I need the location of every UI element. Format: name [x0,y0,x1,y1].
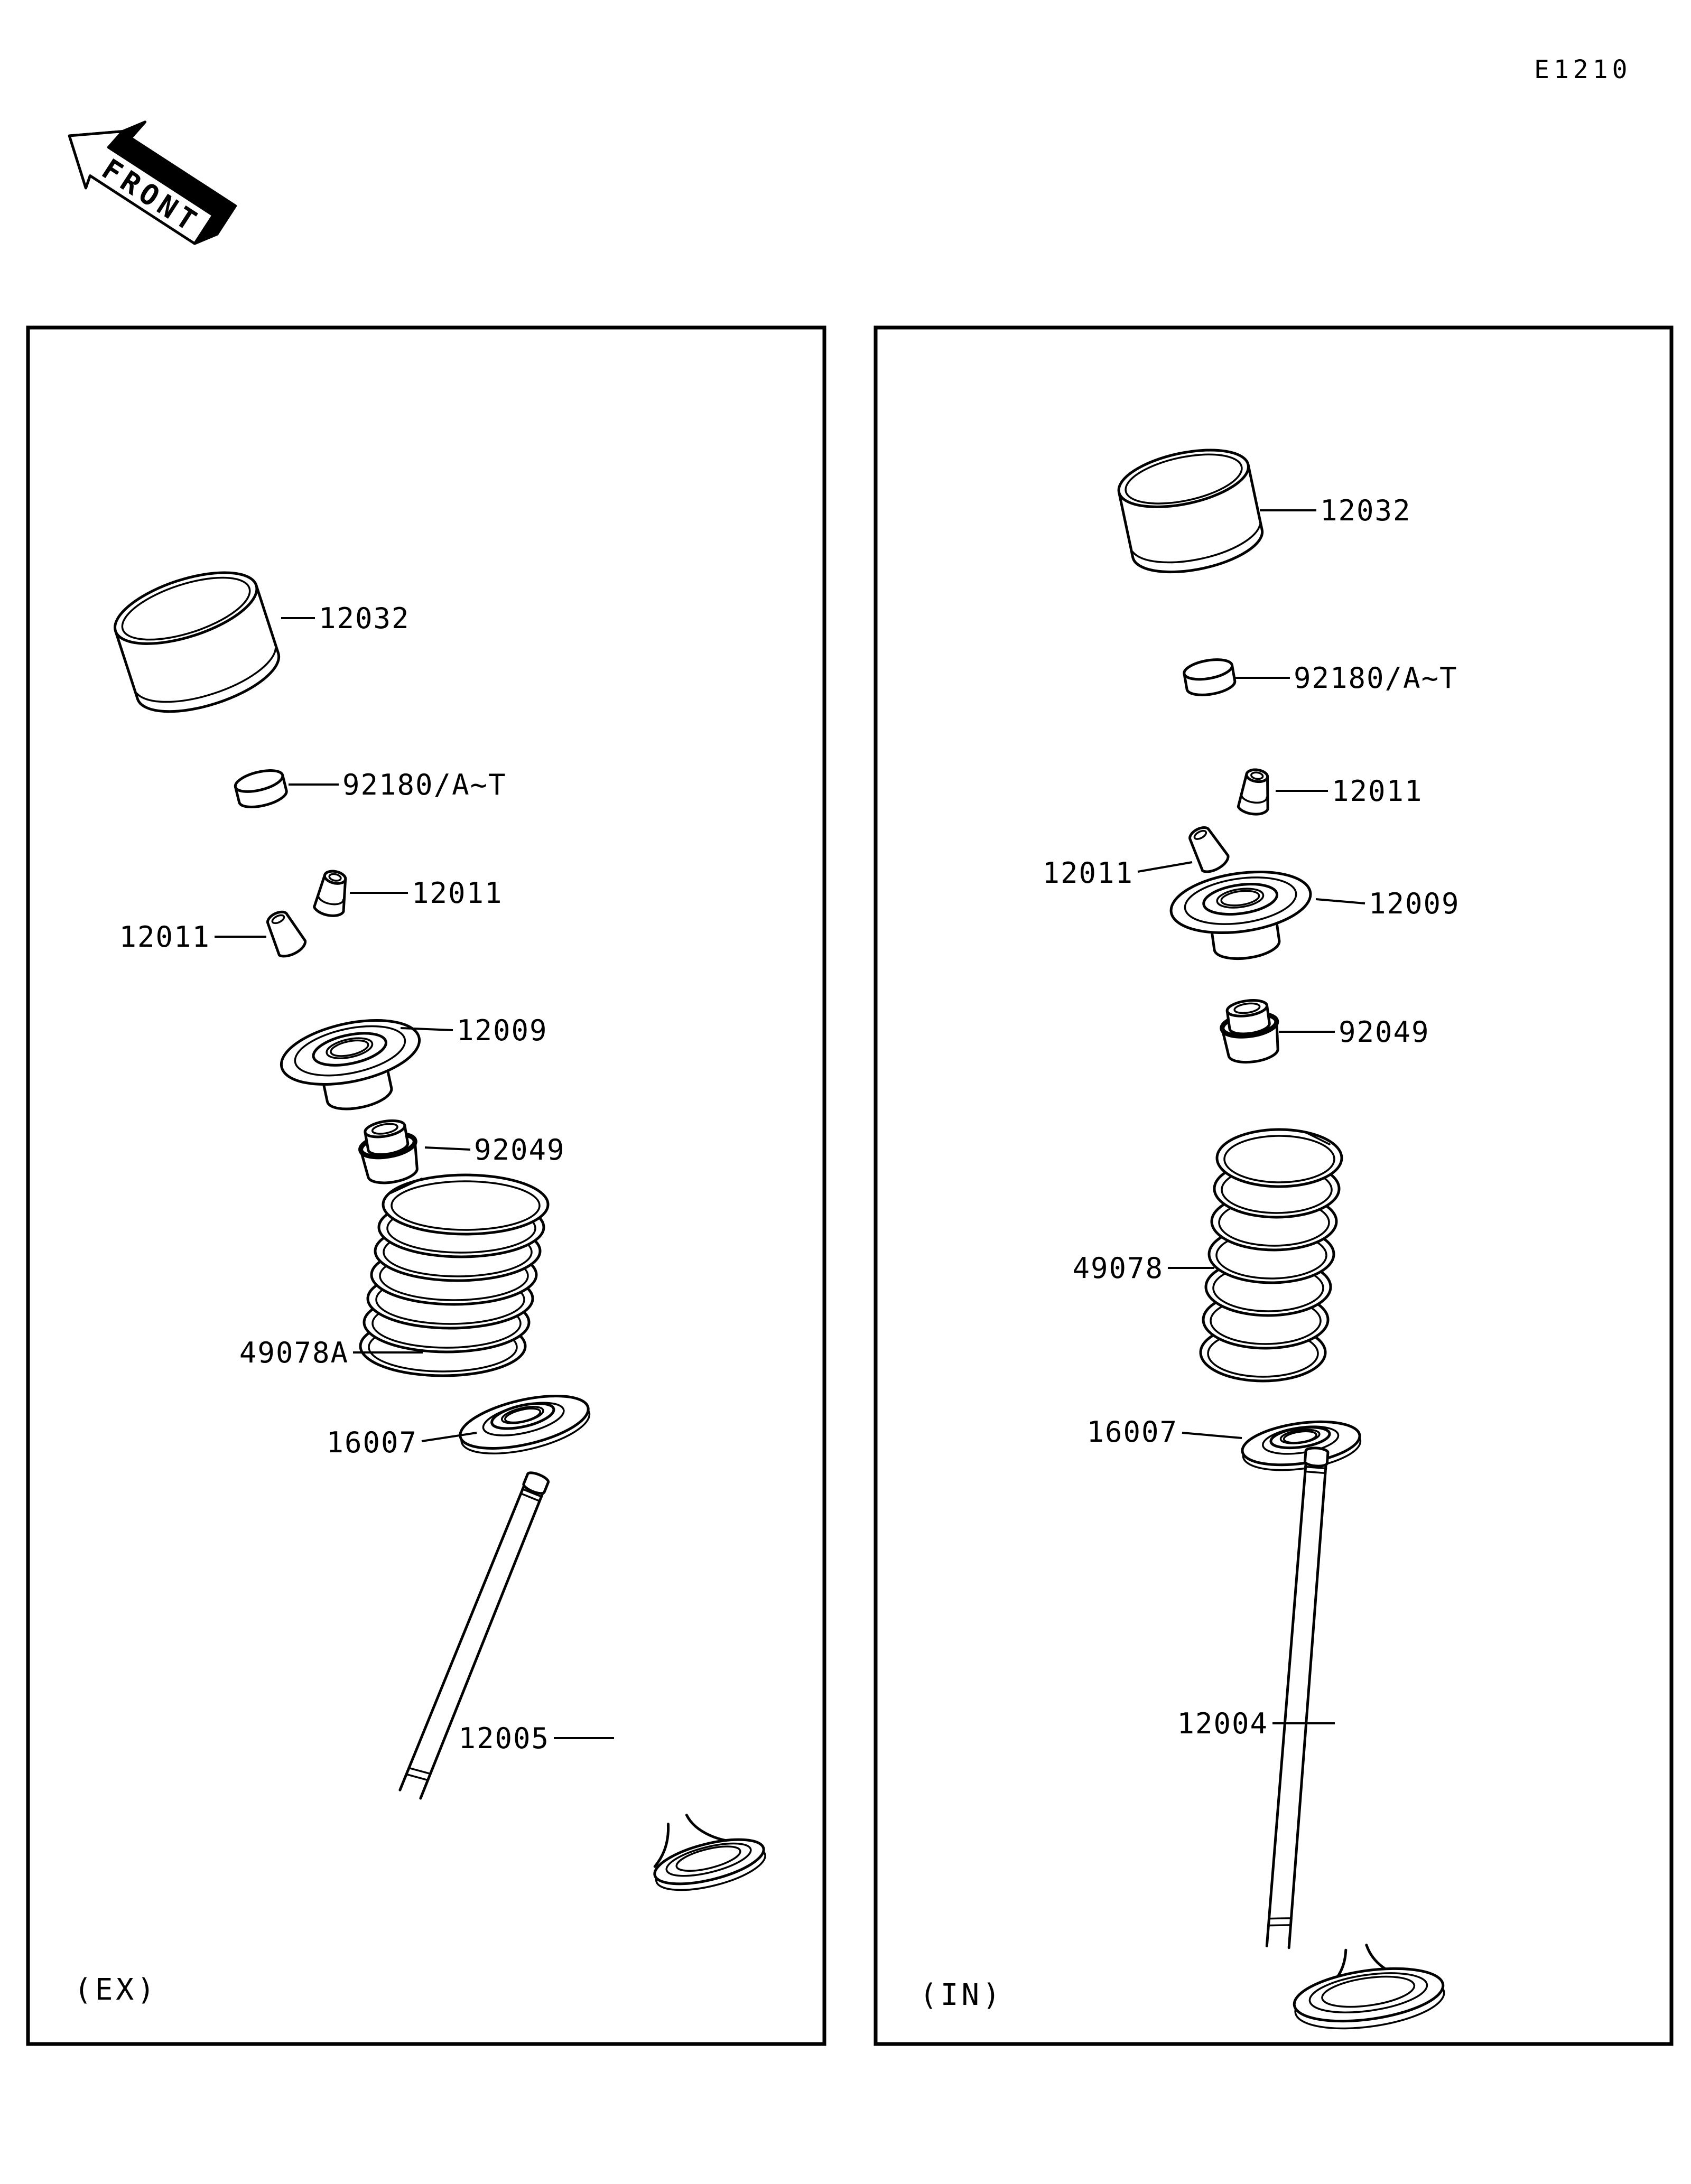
valve-stem-seal-drawing-in [1219,997,1281,1065]
valve-stem-seal-drawing-ex [357,1117,422,1187]
part-label-retainer-in: 12009 [1369,887,1460,920]
part-label-valve-in: 12004 [1177,1707,1268,1740]
front-arrow-icon [50,91,247,262]
spring-retainer-drawing-in [1167,864,1318,967]
valve-cotter-left-drawing-in [1184,823,1231,875]
shim-drawing-in [1183,657,1237,698]
part-label-valve-ex: 12005 [458,1722,550,1755]
part-label-spring-in: 49078 [1072,1252,1164,1285]
leader-line [1316,899,1365,903]
part-label-retainer-ex: 12009 [457,1014,548,1047]
valve-cotter-right-drawing-ex [313,869,351,918]
part-label-tappet-ex: 12032 [319,602,410,635]
spring-retainer-drawing-ex [275,1010,431,1122]
front-arrow-label: FRONT [96,152,207,240]
page-code: E1210 [1534,55,1632,85]
valve-cotter-right-drawing-in [1238,768,1273,816]
part-label-seat-ex: 16007 [326,1426,417,1459]
part-label-tappet-in: 12032 [1320,494,1411,527]
part-label-shim-ex: 92180/A~T [342,768,507,801]
panel-ex [28,328,824,2044]
tappet-drawing-ex [107,558,287,726]
valve-spring-drawing-in [1201,1130,1342,1381]
leader-line [1182,1433,1242,1438]
exhaust-valve-drawing [400,1471,769,1899]
part-label-seal-in: 92049 [1339,1015,1430,1049]
part-label-cotter-right-in: 12011 [1332,774,1423,808]
valve-spring-drawing-ex [360,1175,548,1376]
tappet-drawing-in [1114,440,1268,582]
part-label-seat-in: 16007 [1086,1415,1178,1449]
panel-ex-caption: (EX) [74,1973,158,2007]
part-label-cotter-left-in: 12011 [1042,856,1133,890]
leader-line [425,1147,470,1150]
part-label-shim-in: 92180/A~T [1294,661,1458,695]
part-label-cotter-left-ex: 12011 [119,920,210,954]
part-label-seal-ex: 92049 [474,1133,565,1166]
valve-cotter-left-drawing-ex [262,907,308,960]
shim-drawing-ex [233,767,289,811]
panel-in-caption: (IN) [919,1978,1004,2012]
part-label-cotter-right-ex: 12011 [412,876,503,910]
panel-in [876,328,1671,2044]
spring-seat-drawing-ex [456,1386,594,1463]
spring-seat-drawing-in [1240,1415,1363,1477]
leader-line [1138,862,1192,872]
intake-valve-drawing [1267,1447,1447,2037]
part-label-spring-ex: 49078A [239,1336,349,1369]
